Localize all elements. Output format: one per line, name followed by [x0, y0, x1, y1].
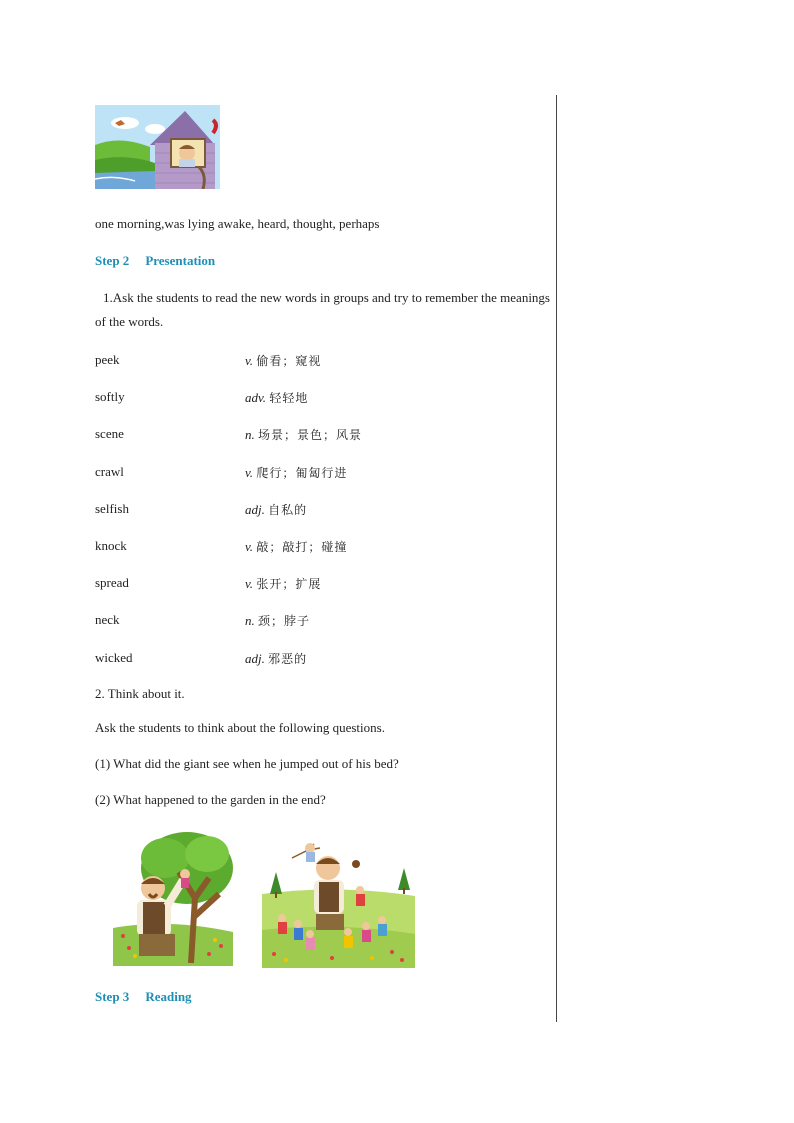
question-1: (1) What did the giant see when he jumped out of his bed?: [95, 756, 399, 771]
house-window-illustration: [95, 105, 220, 189]
vocab-row: [95, 501, 495, 519]
step2-heading: [95, 253, 215, 269]
vocab-row: [95, 389, 495, 407]
vocab-part-of-speech: adj.: [245, 651, 265, 666]
vocab-part-of-speech: v.: [245, 353, 254, 368]
vocab-meaning: 敲；敲打；碰撞: [256, 540, 348, 554]
vocab-definition: [245, 426, 362, 443]
vocab-part-of-speech: adv.: [245, 390, 267, 405]
vocab-word: selfish: [95, 501, 129, 516]
step3-label: Step 3: [95, 989, 130, 1004]
vocab-definition: [245, 501, 307, 518]
giant-tree-illustration: [109, 828, 236, 968]
vocab-word: crawl: [95, 464, 124, 479]
vocab-definition: [245, 352, 321, 369]
vocab-word: knock: [95, 538, 127, 553]
vocab-word: peek: [95, 352, 120, 367]
vocab-part-of-speech: v.: [245, 539, 254, 554]
vocab-row: [95, 464, 495, 482]
vocab-definition: [245, 464, 347, 481]
vocab-meaning: 颈；脖子: [258, 614, 311, 628]
vocab-definition: [245, 538, 347, 555]
vocab-word: scene: [95, 426, 124, 441]
step3-title: Reading: [145, 989, 192, 1004]
vocab-definition: [245, 575, 321, 592]
vocab-row: [95, 575, 495, 593]
vocab-meaning: 邪恶的: [268, 652, 308, 666]
vocab-meaning: 张开；扩展: [256, 577, 322, 591]
vocab-row: [95, 612, 495, 630]
vocab-meaning: 轻轻地: [269, 391, 309, 405]
vocab-word: spread: [95, 575, 129, 590]
vocab-definition: [245, 389, 308, 406]
vocab-meaning: 场景；景色；风景: [258, 428, 363, 442]
task2-heading: 2. Think about it.: [95, 686, 185, 701]
vocab-word: wicked: [95, 650, 133, 665]
vocab-part-of-speech: adj.: [245, 502, 265, 517]
vocab-row: [95, 538, 495, 556]
task1-instruction: 1.Ask the students to read the new words in groups and try to remember the meanings of the words.: [95, 290, 550, 329]
step2-title: Presentation: [145, 253, 216, 268]
vocab-meaning: 爬行；匍匐行进: [256, 466, 348, 480]
vocab-row: [95, 650, 495, 668]
vocab-part-of-speech: n.: [245, 427, 255, 442]
vocab-word: softly: [95, 389, 125, 404]
task2-instruction: Ask the students to think about the following questions.: [95, 720, 385, 735]
vocab-meaning: 自私的: [268, 503, 308, 517]
vocab-row: [95, 426, 495, 444]
vocab-part-of-speech: v.: [245, 465, 254, 480]
vocab-word: neck: [95, 612, 120, 627]
vocab-definition: [245, 650, 307, 667]
vocab-definition: [245, 612, 310, 629]
vocab-part-of-speech: v.: [245, 576, 254, 591]
step2-label: Step 2: [95, 253, 130, 268]
margin-rule: [556, 95, 557, 1022]
vocab-row: [95, 352, 495, 370]
vocab-meaning: 偷看；窥视: [256, 354, 322, 368]
giant-children-garden-illustration: [262, 834, 415, 968]
step3-heading: [95, 989, 192, 1005]
question-2: (2) What happened to the garden in the end?: [95, 792, 326, 807]
vocab-part-of-speech: n.: [245, 613, 255, 628]
intro-key-phrases: one morning,was lying awake, heard, thought, perhaps: [95, 216, 380, 231]
